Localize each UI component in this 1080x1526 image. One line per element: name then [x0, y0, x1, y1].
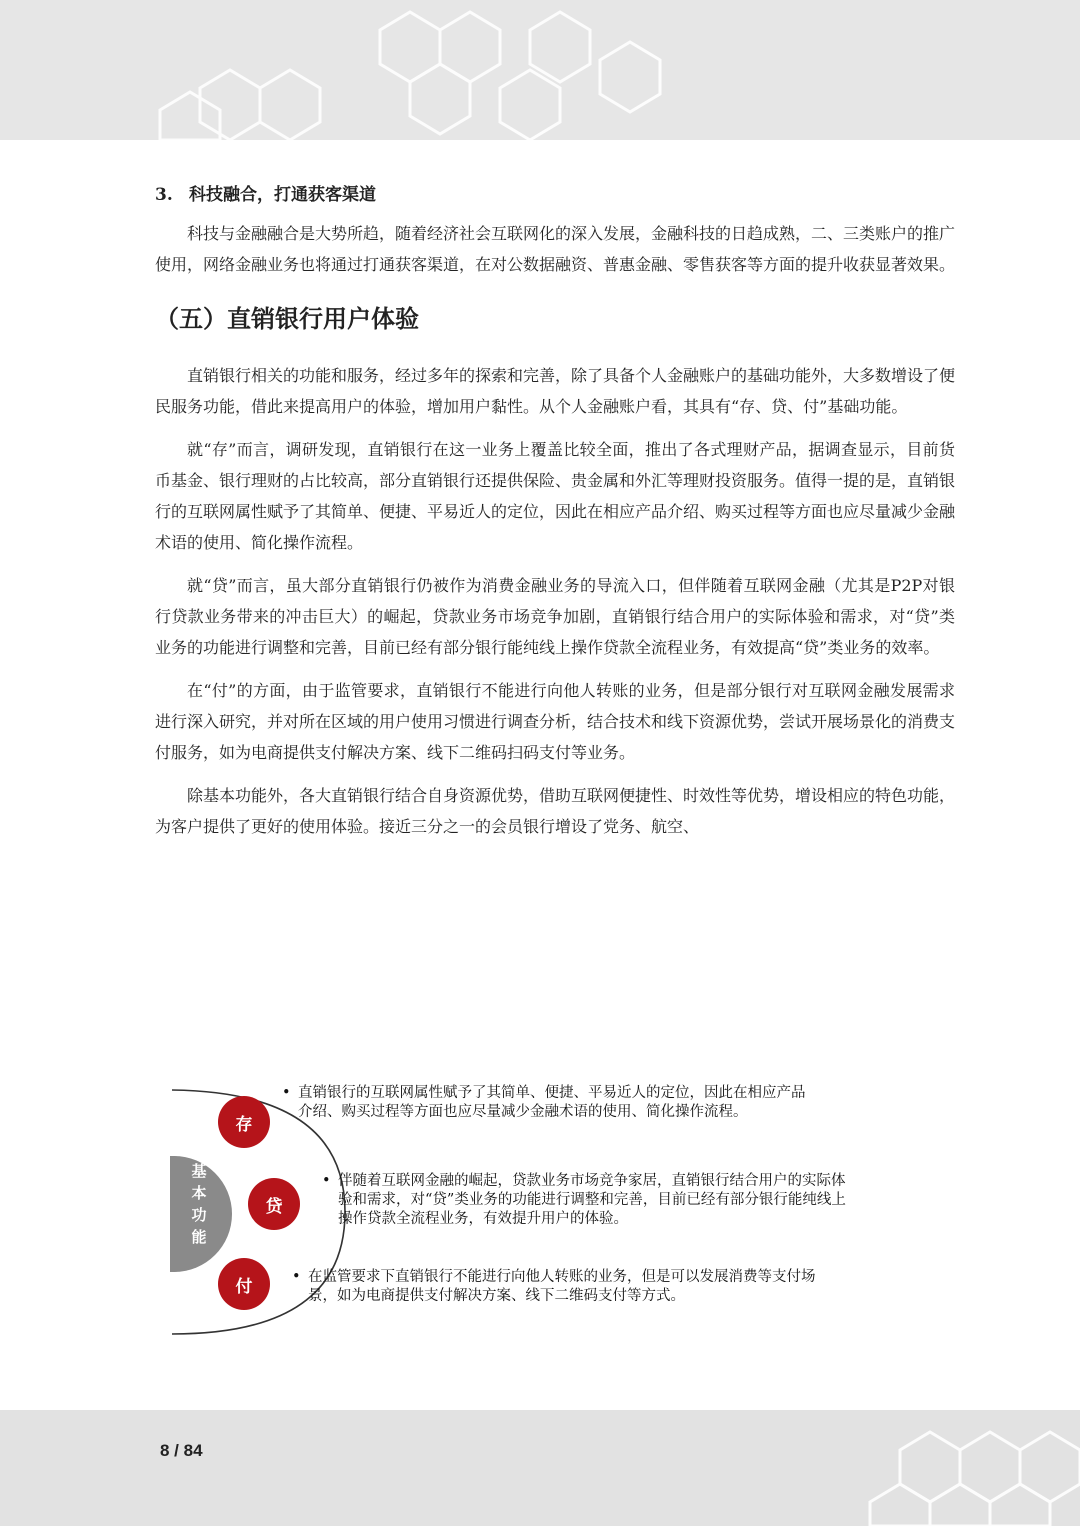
- badge-payment: 付: [218, 1258, 270, 1310]
- paragraph: 就“贷”而言，虽大部分直销银行仍被作为消费金融业务的导流入口，但伴随着互联网金融（尤其是P2P对银行贷款业务带来的冲击巨大）的崛起，贷款业务市场竞争加剧，直销银行结合用户的实际体验和需求，对“贷”类业务的功能进行调整和完善，目前已经有部分银行能纯线上操作贷款全流程业务，有效提高“贷”类业务的效率。: [155, 576, 955, 657]
- bullet-dot-icon: •: [322, 1173, 331, 1189]
- section-title: （五）直销银行用户体验: [155, 304, 419, 333]
- footer-hexagon-icon: [0, 1410, 1080, 1526]
- bullet-payment: [292, 1268, 828, 1306]
- paragraph: 就“存”而言，调研发现，直销银行在这一业务上覆盖比较全面，推出了各式理财产品，据调查显示，目前货币基金、银行理财的占比较高，部分直销银行还提供保险、贵金属和外汇等理财投资服务。值得一提的是，直销银行的互联网属性赋予了其简单、便捷、平易近人的定位，因此在相应产品介绍、购买过程等方面也应尽量减少金融术语的使用、简化操作流程。: [155, 440, 956, 552]
- bullet-text: 在监管要求下直销银行不能进行向他人转账的业务，但是可以发展消费等支付场景，如为电商提供支付解决方案、线下二维码支付等方式。: [308, 1269, 816, 1304]
- subsection-heading: [155, 182, 955, 208]
- bullet-loan: [322, 1172, 858, 1229]
- main-content: [155, 170, 955, 854]
- bullet-dot-icon: •: [282, 1085, 291, 1101]
- page-number: 8 / 84: [160, 1441, 203, 1460]
- subsection-number: 3.: [155, 185, 173, 205]
- center-label: 基 本 功 能: [191, 1162, 207, 1246]
- paragraph: 直销银行相关的功能和服务，经过多年的探索和完善，除了具备个人金融账户的基础功能外，大多数增设了便民服务功能，借此来提高用户的体验，增加用户黏性。从个人金融账户看，其具有“存、贷、付”基础功能。: [155, 366, 956, 416]
- bullet-deposit: [282, 1084, 818, 1122]
- paragraph: 在“付”的方面，由于监管要求，直销银行不能进行向他人转账的业务，但是部分银行对互联网金融发展需求进行深入研究，并对所在区域的用户使用习惯进行调查分析，结合技术和线下资源优势，尝试开展场景化的消费支付服务，如为电商提供支付解决方案、线下二维码扫码支付等业务。: [155, 681, 956, 762]
- bullet-text: 伴随着互联网金融的崛起，贷款业务市场竞争家居，直销银行结合用户的实际体验和需求，对“贷”类业务的功能进行调整和完善，目前已经有部分银行能纯线上操作贷款全流程业务，有效提升用户的体验。: [338, 1173, 846, 1227]
- badge-deposit: 存: [218, 1096, 270, 1148]
- basic-functions-diagram: [170, 1072, 890, 1362]
- hexagon-pattern-icon: [0, 0, 1080, 140]
- paragraph: 科技与金融融合是大势所趋，随着经济社会互联网化的深入发展，金融科技的日趋成熟，二、三类账户的推广使用，网络金融业务也将通过打通获客渠道，在对公数据融资、普惠金融、零售获客等方面的提升收获显著效果。: [155, 224, 956, 274]
- badge-loan: 贷: [248, 1178, 300, 1230]
- paragraph: 除基本功能外，各大直销银行结合自身资源优势，借助互联网便捷性、时效性等优势，增设相应的特色功能，为客户提供了更好的使用体验。接近三分之一的会员银行增设了党务、航空、: [155, 786, 956, 836]
- bullet-text: 直销银行的互联网属性赋予了其简单、便捷、平易近人的定位，因此在相应产品介绍、购买过程等方面也应尽量减少金融术语的使用、简化操作流程。: [298, 1085, 806, 1120]
- bullet-dot-icon: •: [292, 1269, 301, 1285]
- subsection-title: 科技融合，打通获客渠道: [189, 185, 376, 205]
- header-band: [0, 0, 1080, 140]
- footer-band: [0, 1410, 1080, 1526]
